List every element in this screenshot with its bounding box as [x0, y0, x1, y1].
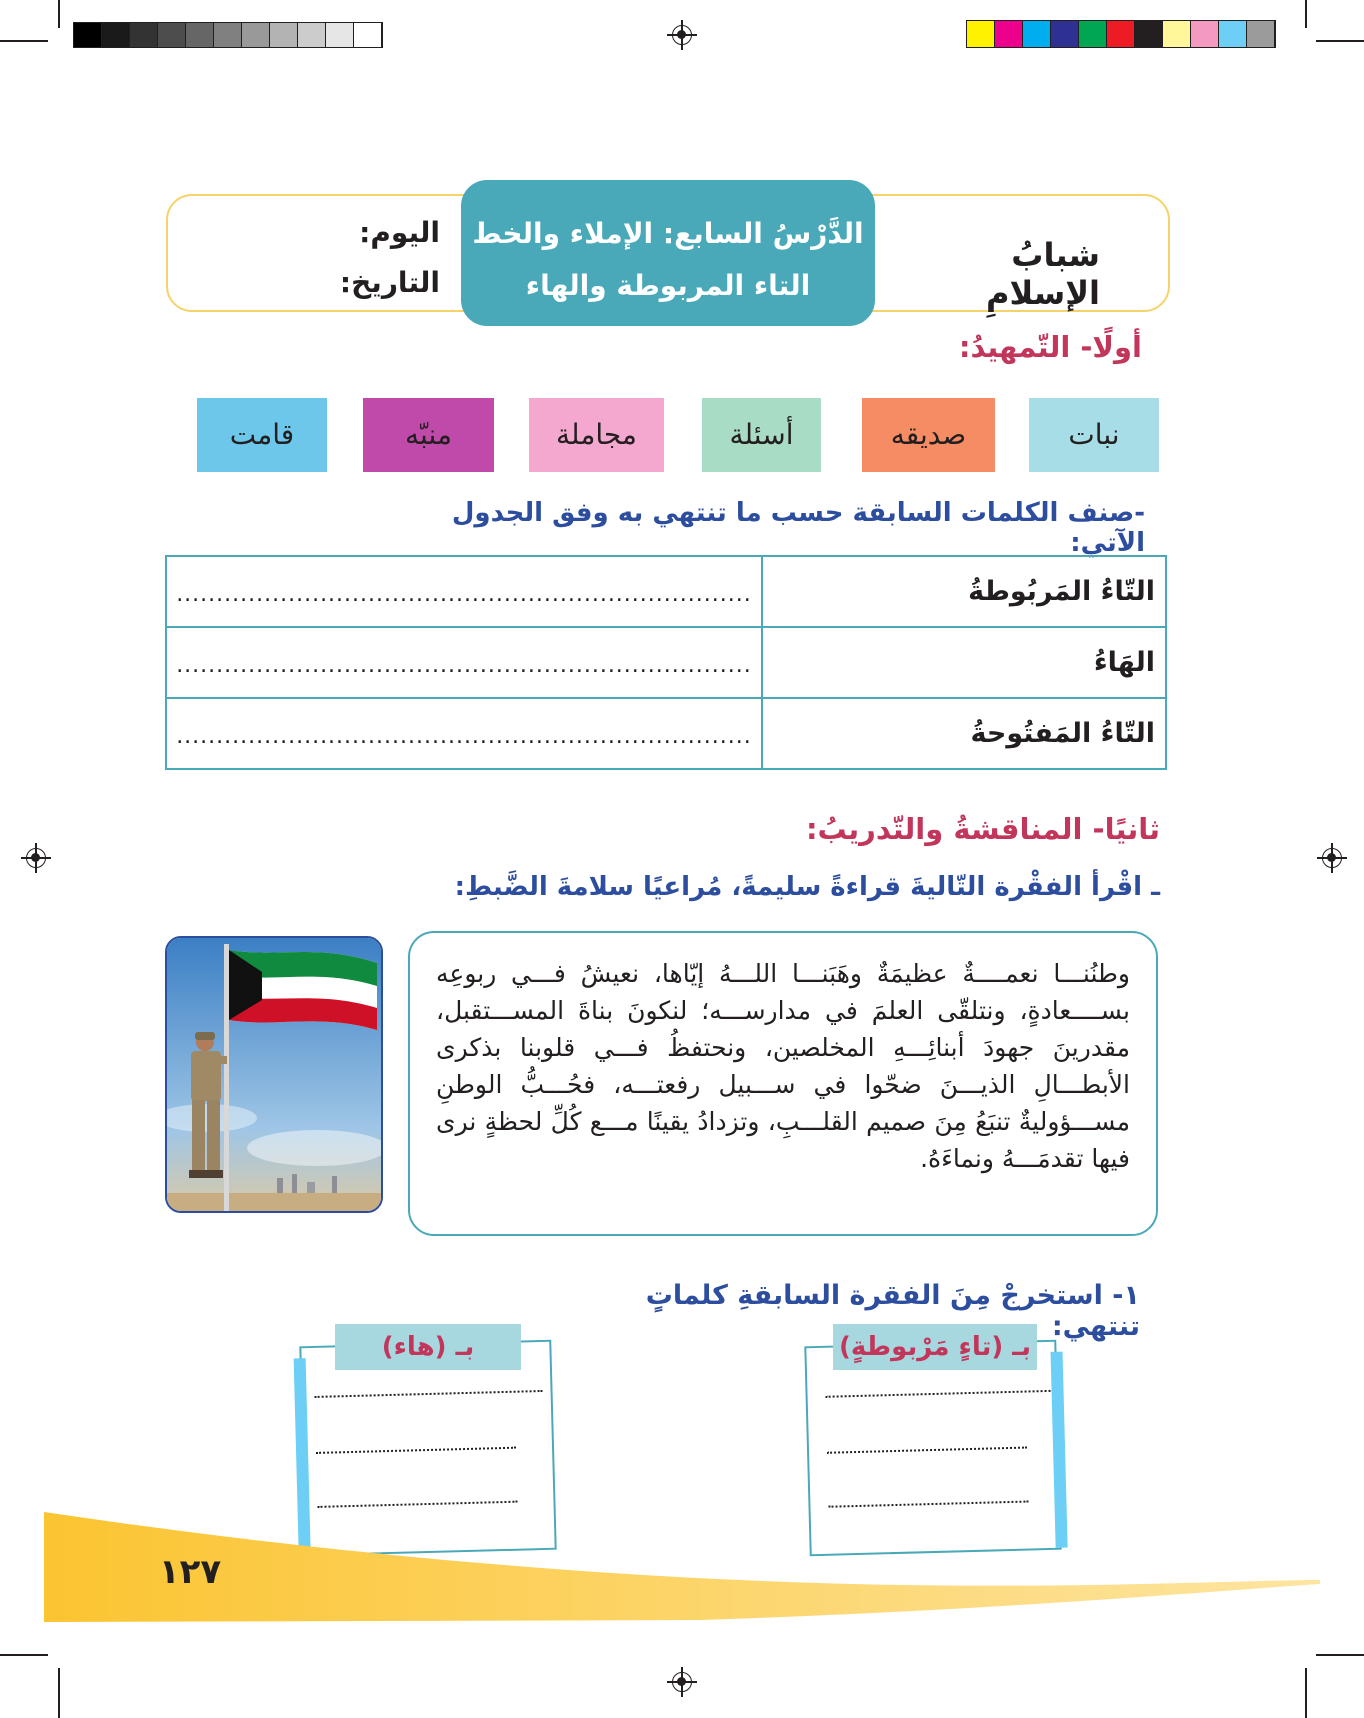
word-card-1: نبات — [1029, 398, 1159, 472]
page-number: ١٢٧ — [158, 1552, 222, 1592]
color-calibration-bar — [966, 20, 1276, 48]
lesson-subtitle: التاء المربوطة والهاء — [525, 269, 811, 302]
word-card-6: قامت — [197, 398, 327, 472]
row-label: التّاءُ المَفتُوحةُ — [762, 698, 1166, 769]
registration-mark-icon — [672, 25, 692, 45]
word-card-2: صديقه — [862, 398, 995, 472]
classification-instruction: -صنف الكلمات السابقة حسب ما تنتهي به وفق الجدول الآتي: — [451, 498, 1145, 558]
lesson-title-pill — [461, 180, 875, 326]
crop-mark — [0, 40, 48, 42]
reading-passage: وطنُنـــا نعمــــةٌ عظيمَةٌ وهَبَنـــا اللـــهُ إيّاها، نعيشُ فـــي ربوعِه بســــعادةٍ، ونتلقّى العلمَ في مدارســـه؛ لنكونَ بناةَ المســـتقبل، مقدرينَ جهودَ أبنائِـــهِ المخلصين، ونحتفظُ فـــي قلوبنا بذكرى الأبطـــالِ الذيـــنَ ضحّوا في ســـبيل رفعتـــه، فحُـــبُّ الوطنِ مســـؤوليةٌ تنبَعُ مِنَ صميم القلـــبِ، وتزدادُ يقينًا مـــع كُلِّ لحظةٍ نرى فيها تقدمَـــهُ ونماءَهُ. — [408, 931, 1158, 1236]
word-card-5: منبّه — [363, 398, 494, 472]
registration-mark-icon — [26, 848, 46, 868]
crop-mark — [0, 1654, 48, 1656]
crop-mark — [58, 1668, 60, 1718]
table-row — [166, 698, 1166, 769]
registration-mark-icon — [672, 1672, 692, 1692]
table-row — [166, 627, 1166, 698]
word-card-3: أسئلة — [702, 398, 821, 472]
card-title-haa: بـ (هاء) — [335, 1324, 521, 1370]
unit-title: شبابُ الإسلامِ — [985, 236, 1100, 312]
table-row — [166, 556, 1166, 627]
section-title-discussion: ثانيًا- المناقشةُ والتّدريبُ: — [805, 812, 1160, 846]
crop-mark — [1305, 1668, 1307, 1718]
row-label: الهَاءُ — [762, 627, 1166, 698]
answer-blank[interactable]: ........................................................................ — [166, 627, 762, 698]
crop-mark — [1305, 0, 1307, 28]
day-label: اليوم: — [359, 216, 440, 249]
crop-mark — [1316, 1654, 1364, 1656]
classification-table — [165, 555, 1167, 770]
registration-mark-icon — [1322, 848, 1342, 868]
date-label: التاريخ: — [339, 266, 440, 299]
reading-instruction: ـ اقْرأ الفقْرة التّاليةَ قراءةً سليمةً، مُراعيًا سلامةَ الضَّبطِ: — [454, 872, 1160, 902]
crop-mark — [1316, 40, 1364, 42]
answer-blank[interactable]: ........................................................................ — [166, 698, 762, 769]
grayscale-calibration-bar — [73, 22, 383, 48]
answer-blank[interactable]: ........................................................................ — [166, 556, 762, 627]
lesson-title: الدَّرْسُ السابع: الإملاء والخط — [472, 217, 864, 250]
day-date-fields — [280, 208, 440, 308]
soldier-flag-photo — [165, 936, 383, 1213]
kuwait-flag-illustration — [167, 938, 381, 1211]
row-label: التّاءُ المَربُوطةُ — [762, 556, 1166, 627]
crop-mark — [58, 0, 60, 28]
section-title-intro: أولًا- التّمهيدُ: — [958, 330, 1142, 364]
word-card-4: مجاملة — [529, 398, 664, 472]
card-title-taa-marbuta: بـ (تاءٍ مَرْبوطةٍ) — [833, 1324, 1037, 1370]
exercise-title: ١- استخرجْ مِنَ الفقرة السابقةِ كلماتٍ تنتهي: — [645, 1280, 1140, 1342]
